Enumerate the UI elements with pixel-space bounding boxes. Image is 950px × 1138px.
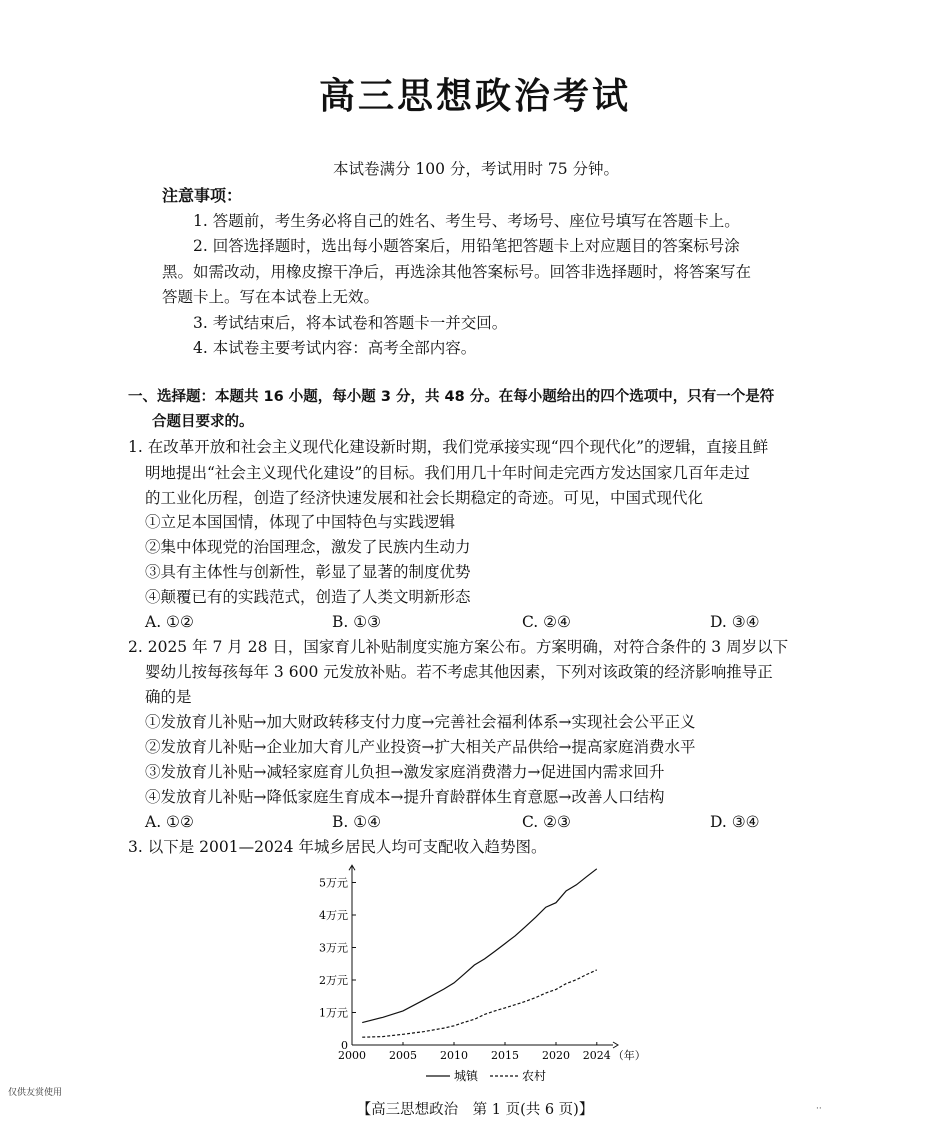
q2-options bbox=[0, 812, 950, 832]
option-b: B. ①④ bbox=[332, 813, 382, 831]
q1-statement: ②集中体现党的治国理念，激发了民族内生动力 bbox=[145, 538, 471, 556]
series-line-urban bbox=[362, 869, 597, 1023]
q1-stem: 1. 在改革开放和社会主义现代化建设新时期，我们党承接实现“四个现代化”的逻辑，直接且鲜 bbox=[128, 438, 769, 456]
option-a: A. ①② bbox=[145, 813, 194, 831]
corner-mark: ·· bbox=[816, 1104, 822, 1114]
notice-item: 1. 答题前，考生务必将自己的姓名、考生号、考场号、座位号填写在答题卡上。 bbox=[193, 212, 740, 230]
legend-label-urban: 城镇 bbox=[454, 1069, 479, 1083]
q1-statement: ④颠覆已有的实践范式，创造了人类文明新形态 bbox=[145, 588, 471, 606]
y-tick-label: 2万元 bbox=[319, 974, 348, 987]
legend-label-rural: 农村 bbox=[522, 1069, 547, 1083]
side-note: 仅供友赏使用 bbox=[8, 1088, 63, 1098]
x-tick-label: 2000 bbox=[338, 1049, 366, 1062]
series-line-rural bbox=[362, 970, 597, 1037]
section-heading: 一、选择题：本题共 16 小题，每小题 3 分，共 48 分。在每小题给出的四个选项中，只有一个是符 bbox=[128, 389, 775, 405]
y-tick-label: 0 bbox=[341, 1039, 348, 1052]
option-a: A. ①② bbox=[145, 613, 194, 631]
y-tick-label: 1万元 bbox=[319, 1006, 348, 1020]
y-tick-label: 5万元 bbox=[319, 876, 348, 890]
q2-stem: 2. 2025 年 7 月 28 日，国家育儿补贴制度实施方案公布。方案明确，对符合条件的 3 周岁以下 bbox=[128, 638, 789, 656]
q1-statement: ③具有主体性与创新性，彰显了显著的制度优势 bbox=[145, 563, 471, 581]
option-c: C. ②③ bbox=[522, 813, 571, 831]
q1-stem: 的工业化历程，创造了经济快速发展和社会长期稳定的奇迹。可见，中国式现代化 bbox=[145, 489, 704, 507]
x-tick-label: 2005 bbox=[389, 1049, 417, 1062]
q2-stem: 婴幼儿按每孩每年 3 600 元发放补贴。若不考虑其他因素，下列对该政策的经济影响推导正 bbox=[145, 663, 773, 681]
section-heading-cont: 合题目要求的。 bbox=[152, 414, 254, 430]
notice-item: 2. 回答选择题时，选出每小题答案后，用铅笔把答题卡上对应题目的答案标号涂 bbox=[193, 237, 740, 255]
notice-heading: 注意事项： bbox=[162, 186, 243, 205]
q1-options bbox=[0, 612, 950, 632]
q2-statement: ②发放育儿补贴→企业加大育儿产业投资→扩大相关产品供给→提高家庭消费水平 bbox=[145, 738, 696, 756]
notice-item: 答题卡上。写在本试卷上无效。 bbox=[162, 288, 380, 306]
option-c: C. ②④ bbox=[522, 613, 571, 631]
y-tick-label: 4万元 bbox=[319, 909, 348, 922]
subtitle: 本试卷满分 100 分，考试用时 75 分钟。 bbox=[333, 160, 620, 178]
y-tick-label: 3万元 bbox=[319, 941, 348, 955]
option-d: D. ③④ bbox=[710, 613, 760, 631]
x-axis-arrow bbox=[613, 1042, 618, 1048]
option-b: B. ①③ bbox=[332, 613, 382, 631]
option-d: D. ③④ bbox=[710, 813, 760, 831]
q2-statement: ③发放育儿补贴→减轻家庭育儿负担→激发家庭消费潜力→促进国内需求回升 bbox=[145, 763, 665, 781]
q2-stem: 确的是 bbox=[145, 688, 192, 706]
x-tick-label: 2010 bbox=[440, 1049, 468, 1062]
x-tick-label: 2015 bbox=[491, 1049, 519, 1062]
q3-stem: 3. 以下是 2001—2024 年城乡居民人均可支配收入趋势图。 bbox=[128, 838, 547, 856]
q2-statement: ④发放育儿补贴→降低家庭生育成本→提升育龄群体生育意愿→改善人口结构 bbox=[145, 788, 665, 806]
q2-statement: ①发放育儿补贴→加大财政转移支付力度→完善社会福利体系→实现社会公平正义 bbox=[145, 713, 696, 731]
notice-item: 3. 考试结束后，将本试卷和答题卡一并交回。 bbox=[193, 314, 508, 332]
page-footer: 【高三思想政治 第 1 页(共 6 页)】 bbox=[356, 1102, 594, 1118]
income-trend-chart bbox=[290, 862, 670, 1092]
x-axis-label: （年） bbox=[612, 1049, 646, 1062]
notice-item: 黑。如需改动，用橡皮擦干净后，再选涂其他答案标号。回答非选择题时，将答案写在 bbox=[162, 263, 752, 281]
x-tick-label: 2020 bbox=[542, 1049, 570, 1062]
q1-stem: 明地提出“社会主义现代化建设”的目标。我们用几十年时间走完西方发达国家几百年走过 bbox=[145, 464, 750, 482]
exam-title: 高三思想政治考试 bbox=[318, 76, 631, 117]
notice-item: 4. 本试卷主要考试内容：高考全部内容。 bbox=[193, 339, 477, 357]
q1-statement: ①立足本国国情，体现了中国特色与实践逻辑 bbox=[145, 513, 456, 531]
x-tick-label: 2024 bbox=[582, 1049, 611, 1062]
